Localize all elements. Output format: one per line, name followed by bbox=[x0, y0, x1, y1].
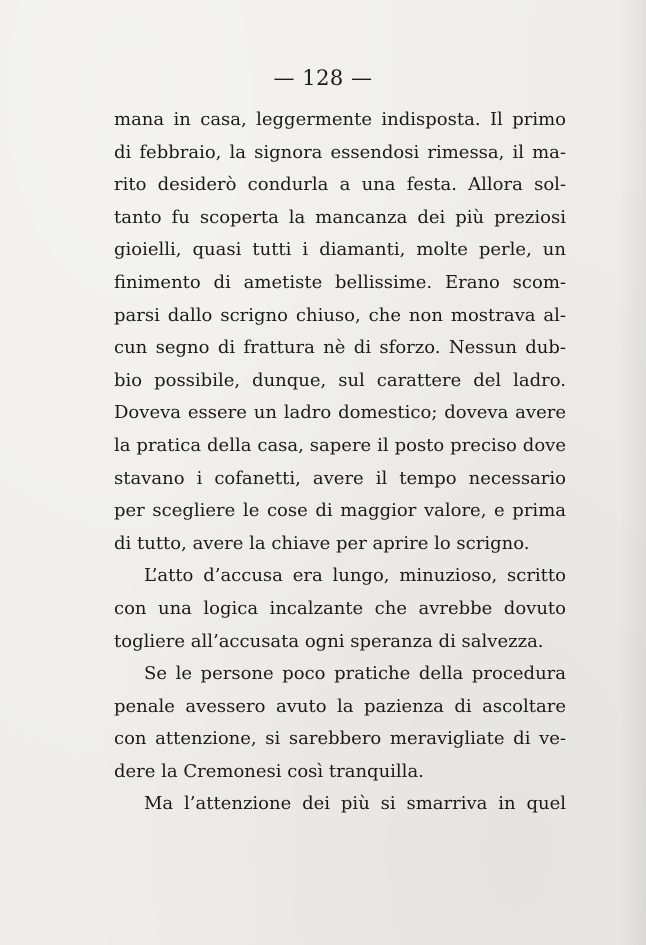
text-line: gioielli, quasi tutti i diamanti, molte perle, un bbox=[114, 239, 566, 261]
text-line: stavano i cofanetti, avere il tempo necessario bbox=[114, 467, 566, 489]
text-line: parsi dallo scrigno chiuso, che non mostrava al- bbox=[114, 304, 566, 326]
text-line: rito desiderò condurla a una festa. Allora sol- bbox=[114, 174, 566, 196]
text-line: cun segno di frattura nè di sforzo. Nessun dub- bbox=[114, 337, 566, 359]
page-number: — 128 — bbox=[273, 66, 373, 90]
text-line: Doveva essere un ladro domestico; doveva avere bbox=[114, 402, 566, 424]
text-line: L’atto d’accusa era lungo, minuzioso, scritto bbox=[144, 565, 566, 587]
text-line: Ma l’attenzione dei più si smarriva in quel bbox=[144, 793, 566, 815]
text-line: mana in casa, leggermente indisposta. Il primo bbox=[114, 109, 566, 130]
text-line: la pratica della casa, sapere il posto preciso dove bbox=[114, 434, 566, 456]
text-line: per scegliere le cose di maggior valore, e prima bbox=[114, 500, 566, 522]
text-line: finimento di ametiste bellissime. Erano scom- bbox=[114, 271, 566, 293]
text-line: bio possibile, dunque, sul carattere del ladro. bbox=[114, 369, 566, 391]
text-line: di tutto, avere la chiave per aprire lo scrigno. bbox=[114, 532, 530, 554]
text-line: con una logica incalzante che avrebbe dovuto bbox=[114, 597, 566, 619]
text-line: tanto fu scoperta la mancanza dei più preziosi bbox=[114, 206, 566, 228]
text-line: di febbraio, la signora essendosi rimessa, il ma- bbox=[114, 141, 566, 163]
text-line: togliere all’accusata ogni speranza di salvezza. bbox=[114, 630, 544, 652]
text-line: con attenzione, si sarebbero meravigliate di ve- bbox=[114, 728, 566, 750]
text-line: Se le persone poco pratiche della procedura bbox=[144, 663, 566, 685]
text-line: penale avessero avuto la pazienza di ascoltare bbox=[114, 695, 566, 717]
body-text bbox=[114, 104, 566, 821]
text-line: dere la Cremonesi così tranquilla. bbox=[114, 760, 424, 782]
